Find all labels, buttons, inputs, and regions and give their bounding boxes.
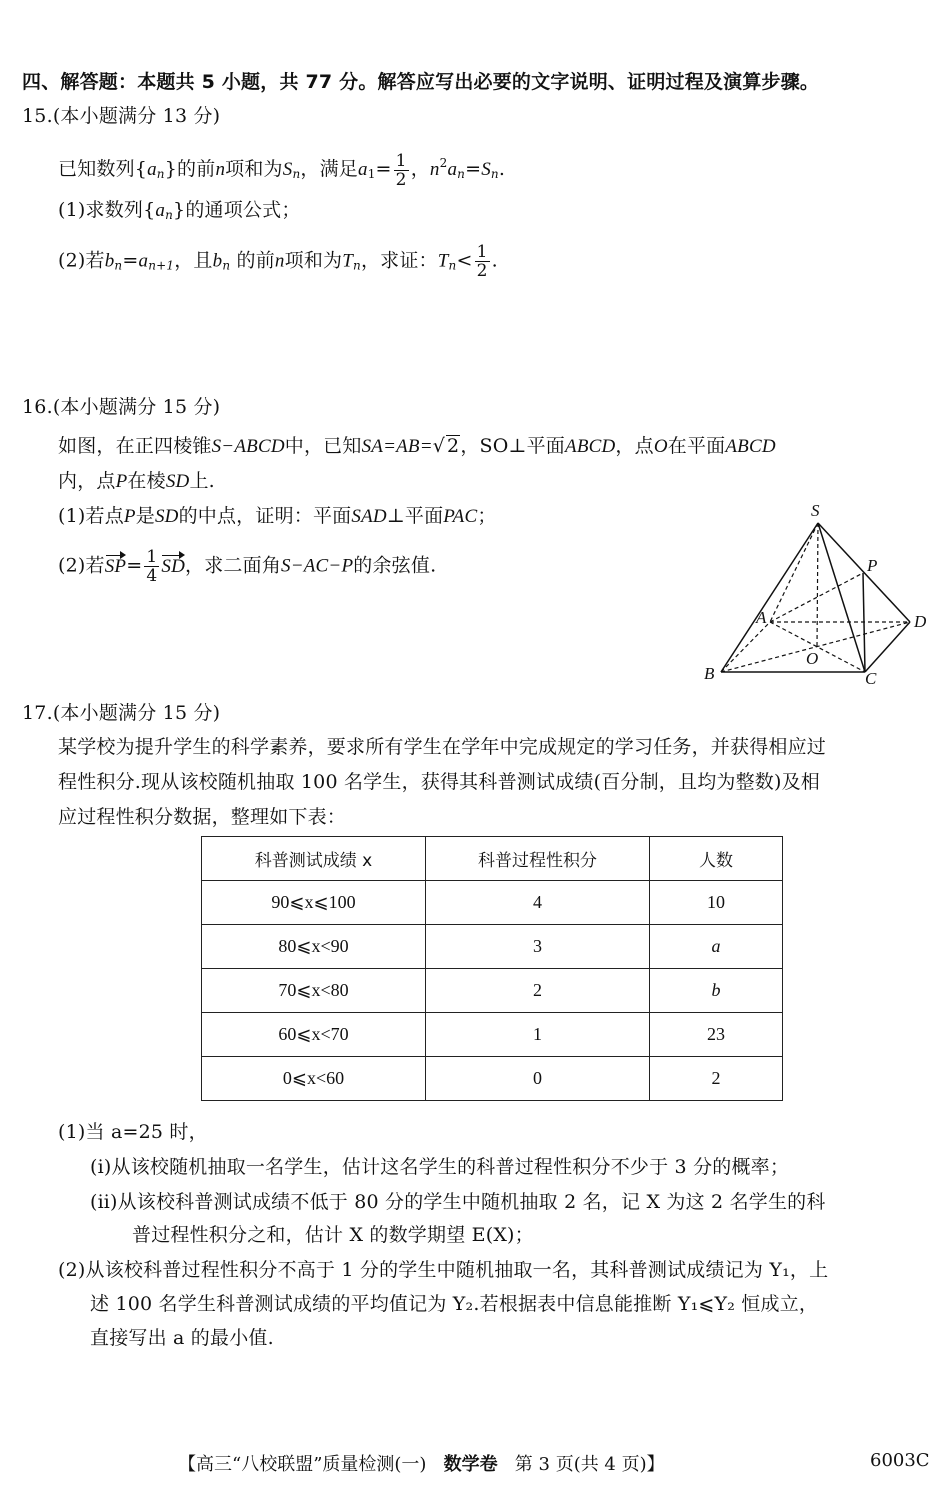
table-row xyxy=(202,1013,783,1057)
label-A: A xyxy=(756,608,767,627)
table-header-cell: 科普测试成绩 x xyxy=(202,837,426,881)
table-cell: 70⩽x<80 xyxy=(202,969,426,1013)
q17-part2-line2: 述 100 名学生科普测试成绩的平均值记为 Y₂.若根据表中信息能推断 Y₁⩽Y₂ 恒成立， xyxy=(90,1293,819,1315)
q15-part2: (2)若$b_n=a_{n+1}$，且$b_n$ 的前n项和为$T_n$，求证：$T_n<$ $\frac{1}{2}$ . xyxy=(58,242,498,281)
q17-stem-line3: 应过程性积分数据，整理如下表： xyxy=(58,806,347,828)
q17-part1-ii-line2: 普过程性积分之和，估计 X 的数学期望 E(X)； xyxy=(132,1224,534,1246)
table-cell: 1 xyxy=(426,1013,650,1057)
page-footer xyxy=(178,1450,665,1476)
table-header-cell: 人数 xyxy=(650,837,783,881)
table-cell: 10 xyxy=(650,881,783,925)
height-SO xyxy=(817,523,818,647)
table-row xyxy=(202,925,783,969)
table-cell: 80⩽x<90 xyxy=(202,925,426,969)
q15-part1: (1)求数列$\{a_n\}$的通项公式； xyxy=(58,199,301,222)
table-cell: 23 xyxy=(650,1013,783,1057)
q17-stem-line2: 程性积分.现从该校随机抽取 100 名学生，获得其科普测试成绩(百分制，且均为整数)及相 xyxy=(58,771,821,793)
label-S: S xyxy=(811,501,820,520)
q17-part1-i: (ⅰ)从该校随机抽取一名学生，估计这名学生的科普过程性积分不少于 3 分的概率； xyxy=(90,1156,790,1178)
label-D: D xyxy=(914,612,927,631)
q16-part2: (2)若SP= $\frac{1}{4}$ SD，求二面角S−AC−P的余弦值. xyxy=(58,547,437,586)
label-O: O xyxy=(806,649,819,668)
footer-subject: 数学卷 xyxy=(443,1454,498,1475)
table-header-row xyxy=(202,837,783,881)
table-cell: a xyxy=(650,925,783,969)
footer-code: 6003C xyxy=(870,1450,930,1471)
label-C: C xyxy=(865,669,877,688)
q17-stem-line1: 某学校为提升学生的科学素养，要求所有学生在学年中完成规定的学习任务，并获得相应过 xyxy=(58,736,827,758)
q17-part1: (1)当 a=25 时， xyxy=(58,1121,208,1143)
table-row xyxy=(202,1057,783,1101)
q15-stem: 已知数列$\{a_n\}$的前n项和为$S_n$，满足a1= $\frac{1}{2}$ ，$n^2a_n=S_n$. xyxy=(58,150,506,190)
label-P: P xyxy=(867,556,878,575)
table-cell: 60⩽x<70 xyxy=(202,1013,426,1057)
table-cell: b xyxy=(650,969,783,1013)
table-cell: 3 xyxy=(426,925,650,969)
q16-heading: 16.(本小题满分 15 分) xyxy=(22,396,221,418)
table-row xyxy=(202,881,783,925)
table-cell: 0 xyxy=(426,1057,650,1101)
edge-CD xyxy=(865,622,910,672)
segment-AP xyxy=(770,573,863,622)
edge-SC xyxy=(818,523,865,672)
table-cell: 0⩽x<60 xyxy=(202,1057,426,1101)
q16-stem-line2: 内，点P在棱SD上. xyxy=(58,470,215,492)
q17-part1-ii-line1: (ⅱ)从该校科普测试成绩不低于 80 分的学生中随机抽取 2 名，记 X 为这 2 名学生的科 xyxy=(90,1191,826,1213)
edge-BA xyxy=(721,622,770,672)
q17-part2-line3: 直接写出 a 的最小值. xyxy=(90,1327,274,1349)
edge-SA xyxy=(770,523,818,622)
table-row xyxy=(202,969,783,1013)
q16-part1: (1)若点P是SD的中点，证明：平面SAD⊥平面PAC； xyxy=(58,505,497,527)
q17-part2-line1: (2)从该校科普过程性积分不高于 1 分的学生中随机抽取一名，其科普测试成绩记为 Y₁，上 xyxy=(58,1259,829,1281)
fraction: $\frac{1}{4}$ xyxy=(146,547,158,586)
score-table xyxy=(201,836,783,1101)
q15-heading: 15.(本小题满分 13 分) xyxy=(22,105,221,127)
q16-stem-line1: 如图，在正四棱锥S−ABCD中，已知SA=AB=√ 2，SO⊥平面ABCD，点O在平面ABCD xyxy=(58,435,776,457)
footer-page-number: 第 3 页(共 4 页)】 xyxy=(514,1454,665,1475)
table-cell: 2 xyxy=(426,969,650,1013)
table-cell: 2 xyxy=(650,1057,783,1101)
q17-heading: 17.(本小题满分 15 分) xyxy=(22,702,221,724)
table-header-cell: 科普过程性积分 xyxy=(426,837,650,881)
table-cell: 90⩽x⩽100 xyxy=(202,881,426,925)
fraction: $\frac{1}{2}$ xyxy=(395,150,407,190)
table-cell: 4 xyxy=(426,881,650,925)
footer-exam-title: 【高三“八校联盟”质量检测(一) xyxy=(178,1454,427,1475)
label-B: B xyxy=(704,664,715,683)
fraction: $\frac{1}{2}$ xyxy=(476,242,488,281)
section-header: 四、解答题：本题共 5 小题，共 77 分。解答应写出必要的文字说明、证明过程及演算步骤。 xyxy=(22,71,820,93)
pyramid-figure xyxy=(700,498,940,688)
